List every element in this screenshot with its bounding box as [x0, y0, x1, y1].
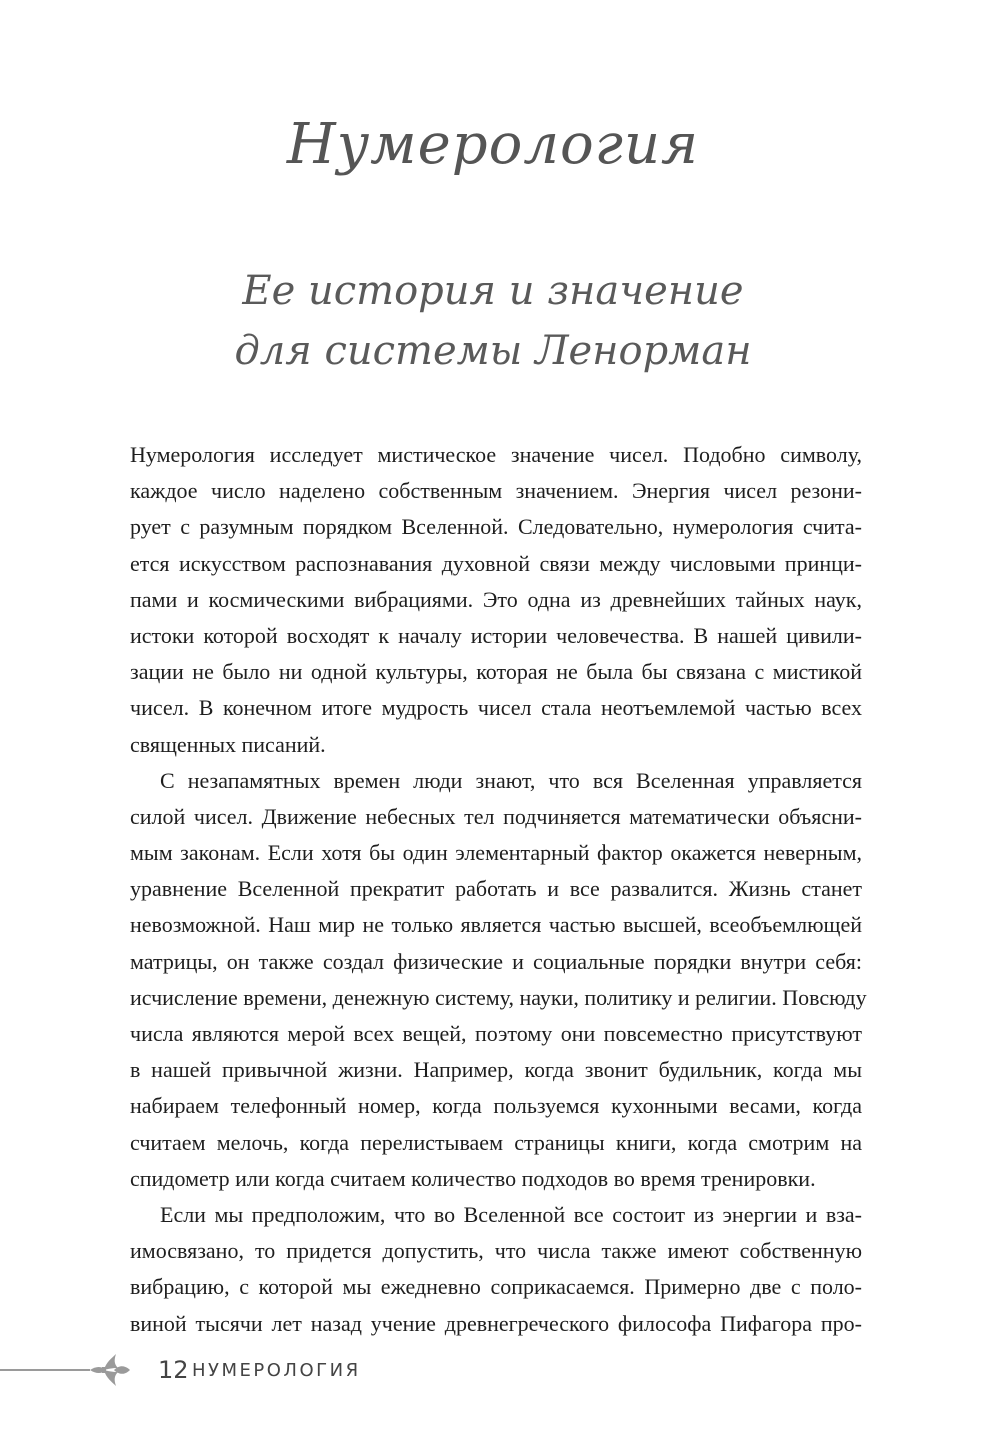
chapter-title: Нумерология — [286, 112, 700, 177]
text-line: С незапамятных времен люди знают, что вся Вселенная управляется — [160, 767, 862, 793]
text-line: спидометр или когда считаем количество подходов во время тренировки. — [130, 1165, 816, 1191]
text-line: считаем мелочь, когда перелистываем страницы книги, когда смотрим на — [130, 1129, 862, 1155]
page-number: 12 — [158, 1356, 189, 1384]
text-line: невозможной. Наш мир не только является частью высшей, всеобъемлющей — [130, 912, 862, 938]
text-line: вибрацию, с которой мы ежедневно соприкасаемся. Примерно две с поло- — [130, 1274, 862, 1300]
running-head: НУМЕРОЛОГИЯ — [192, 1360, 361, 1381]
text-line: рует с разумным порядком Вселенной. Следовательно, нумерология счита- — [130, 514, 862, 540]
text-line: пами и космическими вибрациями. Это одна из древнейших тайных наук, — [130, 586, 862, 612]
text-line: истоки которой восходят к началу истории человечества. В нашей цивили- — [130, 622, 862, 648]
page-footer — [0, 1350, 400, 1390]
text-line: ется искусством распознавания духовной связи между числовыми принци- — [130, 550, 862, 576]
text-line: силой чисел. Движение небесных тел подчиняется математически объясни- — [130, 803, 862, 829]
text-line: уравнение Вселенной прекратит работать и все развалится. Жизнь станет — [130, 876, 862, 902]
text-line: виной тысячи лет назад учение древнегреческого философа Пифагора про- — [130, 1310, 862, 1336]
text-line: исчисление времени, денежную систему, науки, политику и религии. Повсюду — [130, 984, 867, 1010]
text-line: мым законам. Если хотя бы один элементарный фактор окажется неверным, — [130, 840, 862, 866]
body-text — [130, 437, 867, 1342]
text-line: Если мы предположим, что во Вселенной все состоит из энергии и вза- — [160, 1201, 862, 1227]
footer-rule — [0, 1369, 90, 1371]
text-line: каждое число наделено собственным значением. Энергия чисел резони- — [130, 478, 862, 504]
text-line: набираем телефонный номер, когда пользуемся кухонными весами, когда — [130, 1093, 862, 1119]
fleur-de-lis-icon — [84, 1352, 132, 1388]
text-line: зации не было ни одной культуры, которая не была бы связана с мистикой — [130, 659, 862, 685]
text-line: Нумерология исследует мистическое значение чисел. Подобно символу, — [130, 442, 862, 467]
chapter-subtitle-line-1: Ее история и значение — [242, 268, 744, 314]
text-line: матрицы, он также создал физические и социальные порядки внутри себя: — [130, 948, 862, 974]
text-line: имосвязано, то придется допустить, что числа также имеют собственную — [130, 1238, 862, 1264]
text-line: числа являются мерой всех вещей, поэтому они повсеместно присутствуют — [130, 1021, 862, 1046]
text-line: священных писаний. — [130, 731, 326, 757]
text-line: чисел. В конечном итоге мудрость чисел стала неотъемлемой частью всех — [130, 695, 862, 721]
text-line: в нашей привычной жизни. Например, когда звонит будильник, когда мы — [130, 1057, 862, 1083]
chapter-subtitle-line-2: для системы Ленорман — [234, 328, 752, 374]
